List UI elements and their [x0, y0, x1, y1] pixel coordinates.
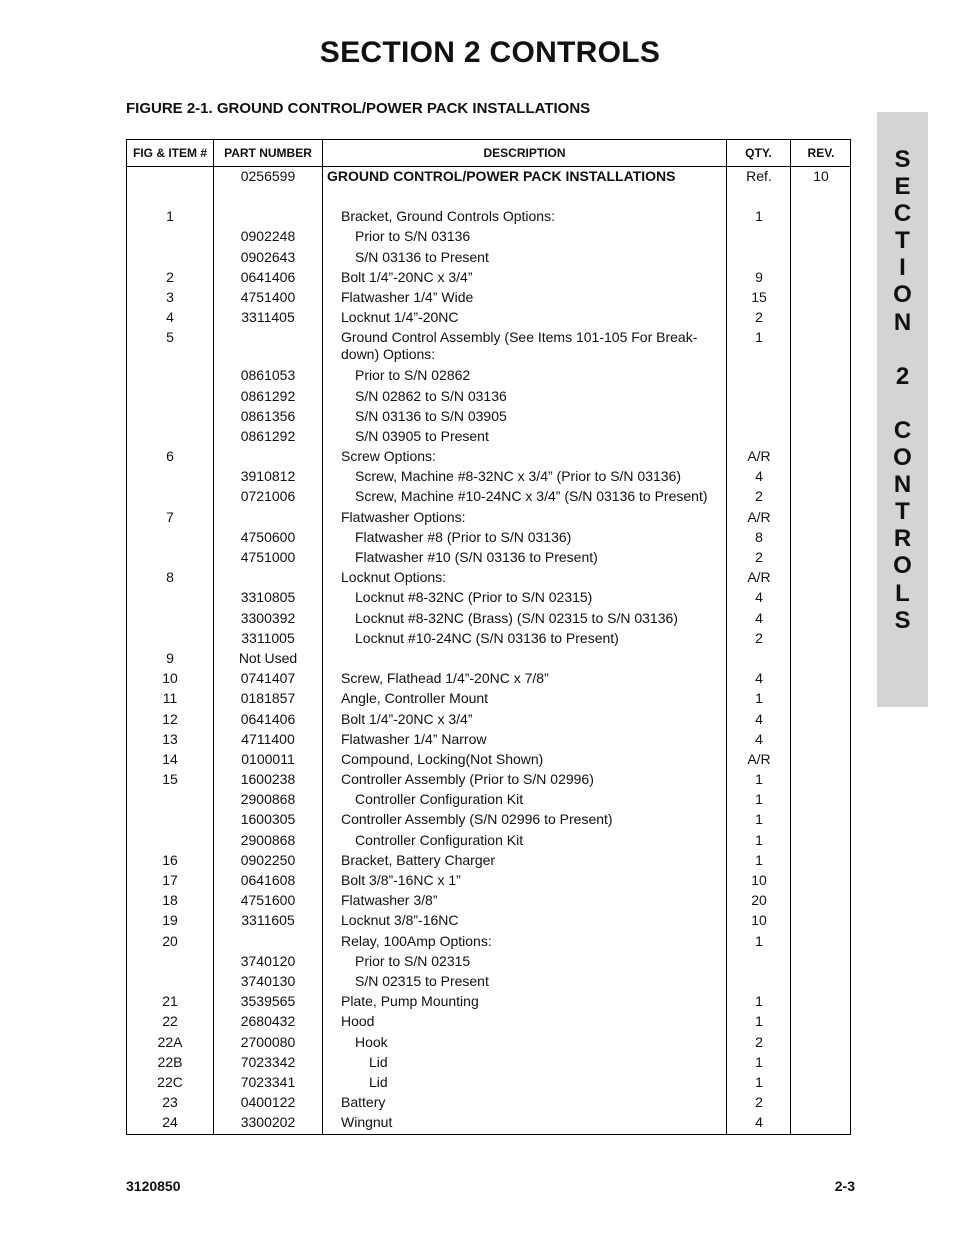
table-row [127, 327, 850, 365]
table-row [127, 951, 850, 971]
table-row [127, 931, 850, 951]
table-row [127, 426, 850, 446]
part-number-cell: 2680432 [240, 1013, 296, 1030]
table-row [127, 749, 850, 769]
qty-cell: 1 [755, 811, 763, 828]
column-header-description: DESCRIPTION [483, 146, 566, 160]
table-row [127, 287, 850, 307]
part-number-cell: 0641406 [240, 710, 296, 727]
part-number-cell: 3300392 [240, 609, 296, 626]
fig-item-cell: 6 [166, 448, 174, 465]
table-row [127, 910, 850, 930]
section-title: SECTION 2 CONTROLS [319, 36, 661, 69]
description-cell: Controller Configuration Kit [355, 831, 524, 848]
part-number-cell: Not Used [238, 649, 298, 666]
description-cell: Prior to S/N 02862 [355, 367, 471, 384]
description-cell: Flatwasher Options: [341, 508, 466, 525]
fig-item-cell: 10 [162, 670, 178, 687]
fig-item-cell: 14 [162, 750, 178, 767]
qty-cell: 2 [755, 488, 763, 505]
qty-cell: 2 [755, 309, 763, 326]
table-row [127, 608, 850, 628]
table-row [127, 729, 850, 749]
fig-item-cell: 8 [166, 569, 174, 586]
part-number-cell: 4751400 [240, 288, 296, 305]
qty-cell: 20 [751, 892, 767, 909]
column-header-part-number: PART NUMBER [224, 146, 312, 160]
description-cell: Bolt 1/4”-20NC x 3/4” [341, 268, 473, 285]
fig-item-cell: 24 [162, 1114, 178, 1131]
description-cell: Prior to S/N 02315 [355, 952, 471, 969]
part-number-cell: 0902250 [240, 851, 296, 868]
table-row [127, 1112, 850, 1132]
qty-cell: 1 [755, 771, 763, 788]
rev-cell: 10 [813, 168, 829, 184]
description-cell: Controller Assembly (S/N 02996 to Present) [341, 811, 613, 828]
table-row [127, 527, 850, 547]
side-tab-letter: O [893, 552, 912, 580]
qty-cell: 9 [755, 268, 763, 285]
qty-cell: 1 [755, 993, 763, 1010]
side-tab-letter: O [893, 444, 912, 472]
description-cell: Bracket, Battery Charger [341, 851, 496, 868]
description-cell: Flatwasher #10 (S/N 03136 to Present) [355, 549, 598, 565]
description-cell: Flatwasher 1/4” Wide [341, 288, 474, 305]
part-number-cell: 0256599 [240, 168, 296, 184]
fig-item-cell: 1 [166, 208, 174, 225]
description-cell: Ground Control Assembly (See Items 101-105 For Break-down) Options: [341, 329, 698, 363]
side-tab-letter: C [893, 416, 912, 444]
column-header-qty: QTY. [745, 146, 772, 160]
side-tab-letter: S [894, 146, 911, 173]
part-number-cell: 3740130 [240, 972, 296, 989]
part-number-cell: 0902643 [240, 248, 296, 265]
qty-cell: 1 [755, 831, 763, 848]
description-cell: Controller Assembly (Prior to S/N 02996) [341, 771, 594, 788]
side-tab-letter: E [894, 173, 911, 201]
fig-item-cell: 18 [162, 892, 178, 909]
description-cell: Lid [369, 1073, 388, 1090]
table-row [127, 890, 850, 910]
table-row [127, 446, 850, 466]
description-cell: Hood [341, 1013, 375, 1030]
description-cell: S/N 02862 to S/N 03136 [355, 387, 507, 404]
table-row [127, 567, 850, 587]
fig-item-cell: 17 [162, 872, 178, 888]
table-row [127, 789, 850, 809]
description-cell: Locknut #8-32NC (Prior to S/N 02315) [355, 589, 593, 606]
description-cell: Flatwasher 3/8” [341, 892, 438, 909]
table-row [127, 587, 850, 607]
side-tab-letter: L [895, 579, 910, 607]
table-row [127, 486, 850, 506]
part-number-cell: 0861356 [240, 407, 296, 424]
table-row [127, 648, 850, 668]
part-number-cell: 0181857 [240, 690, 296, 707]
table-row [127, 688, 850, 708]
description-cell: Compound, Locking(Not Shown) [341, 750, 544, 767]
fig-item-cell: 2 [166, 268, 174, 285]
side-tab-letter: I [899, 254, 906, 282]
qty-cell: 1 [755, 1053, 763, 1070]
description-cell: Flatwasher #8 (Prior to S/N 03136) [355, 528, 572, 545]
fig-item-cell: 20 [162, 932, 178, 949]
description-cell: S/N 03136 to S/N 03905 [355, 407, 507, 424]
qty-cell: 1 [755, 208, 763, 225]
fig-item-cell: 16 [162, 851, 178, 868]
column-header-rev: REV. [807, 146, 835, 160]
part-number-cell: 3311005 [241, 629, 295, 646]
part-number-cell: 4751600 [240, 892, 296, 909]
qty-cell: 1 [755, 851, 763, 868]
fig-item-cell: 15 [162, 771, 178, 788]
table-row [127, 1072, 850, 1092]
figure-title: FIGURE 2-1. GROUND CONTROL/POWER PACK INSTALLATIONS [126, 100, 591, 117]
qty-cell: 4 [755, 730, 763, 747]
qty-cell: 1 [755, 1013, 763, 1030]
part-number-cell: 2900868 [240, 831, 296, 848]
description-cell: GROUND CONTROL/POWER PACK INSTALLATIONS [327, 168, 676, 184]
fig-item-cell: 3 [166, 288, 174, 305]
description-cell: Screw Options: [341, 448, 436, 465]
parts-table [126, 139, 851, 1135]
qty-cell: 4 [755, 670, 763, 687]
qty-cell: A/R [747, 448, 771, 465]
column-header-fig-item: FIG & ITEM # [132, 146, 207, 160]
part-number-cell: 3311405 [241, 309, 295, 326]
part-number-cell: 3910812 [240, 468, 296, 485]
side-tab-letter: 2 [895, 362, 910, 390]
table-row [127, 307, 850, 327]
qty-cell: Ref. [746, 168, 772, 184]
fig-item-cell: 21 [162, 993, 178, 1010]
description-cell: Hook [355, 1033, 388, 1050]
fig-item-cell: 19 [162, 912, 178, 929]
fig-item-cell: 12 [162, 710, 178, 727]
part-number-cell: 0861053 [240, 367, 296, 384]
qty-cell: 4 [755, 609, 763, 626]
fig-item-cell: 5 [166, 329, 174, 346]
parts-table-body [127, 166, 850, 1132]
table-row [127, 507, 850, 527]
description-cell: Screw, Machine #8-32NC x 3/4” (Prior to S/N 03136) [355, 468, 682, 485]
side-tab-letter [877, 336, 928, 363]
table-row [127, 668, 850, 688]
qty-cell: 1 [755, 329, 763, 346]
part-number-cell: 0641406 [240, 268, 296, 285]
part-number-cell: 7023341 [240, 1073, 296, 1090]
side-tab-letter: R [893, 525, 912, 553]
qty-cell: 2 [755, 1094, 763, 1111]
qty-cell: 1 [755, 791, 763, 808]
fig-item-cell: 13 [162, 730, 178, 747]
description-cell: S/N 03905 to Present [355, 427, 489, 444]
table-row [127, 186, 850, 206]
table-row [127, 628, 850, 648]
part-number-cell: 0100011 [241, 750, 295, 767]
table-row [127, 769, 850, 789]
table-row [127, 971, 850, 991]
description-cell: Locknut 1/4”-20NC [341, 309, 459, 326]
table-row [127, 226, 850, 246]
part-number-cell: 0861292 [240, 387, 296, 404]
table-row [127, 1052, 850, 1072]
part-number-cell: 3740120 [240, 952, 296, 969]
description-cell: Screw, Flathead 1/4”-20NC x 7/8” [341, 670, 549, 687]
description-cell: S/N 03136 to Present [355, 248, 489, 265]
table-row [127, 247, 850, 267]
table-row [127, 166, 850, 186]
part-number-cell: 0902248 [240, 228, 296, 245]
fig-item-cell: 11 [162, 690, 178, 707]
table-row [127, 206, 850, 226]
part-number-cell: 3311605 [241, 912, 295, 929]
description-cell: Locknut 3/8”-16NC [341, 912, 459, 929]
part-number-cell: 0721006 [240, 488, 296, 505]
qty-cell: 1 [755, 1073, 763, 1090]
table-row [127, 406, 850, 426]
description-cell: Bolt 3/8”-16NC x 1” [341, 872, 461, 888]
part-number-cell: 0861292 [240, 427, 296, 444]
part-number-cell: 1600238 [240, 771, 296, 788]
table-row [127, 1032, 850, 1052]
table-row [127, 870, 850, 890]
table-row [127, 809, 850, 829]
part-number-cell: 0741407 [240, 670, 296, 687]
description-cell: Lid [369, 1053, 388, 1070]
table-row [127, 850, 850, 870]
side-tab-letter: C [893, 200, 912, 228]
fig-item-cell: 22A [157, 1033, 183, 1050]
side-tab-letter: S [894, 606, 911, 634]
qty-cell: 2 [755, 549, 763, 565]
table-row [127, 547, 850, 567]
page-number: 2-3 [834, 1178, 855, 1194]
side-tab-letter: N [893, 471, 912, 499]
table-row [127, 466, 850, 486]
side-tab-letter: O [893, 281, 912, 309]
description-cell: Screw, Machine #10-24NC x 3/4” (S/N 03136 to Present) [355, 488, 708, 505]
part-number-cell: 4750600 [240, 528, 296, 545]
qty-cell: 4 [755, 710, 763, 727]
part-number-cell: 3300202 [240, 1114, 296, 1131]
part-number-cell: 0400122 [240, 1094, 296, 1111]
description-cell: Locknut #10-24NC (S/N 03136 to Present) [355, 629, 619, 646]
description-cell: Locknut Options: [341, 569, 447, 586]
qty-cell: 8 [755, 528, 763, 545]
fig-item-cell: 22C [157, 1073, 183, 1090]
qty-cell: 4 [755, 589, 763, 606]
side-tab-letter [877, 390, 928, 417]
qty-cell: 10 [751, 912, 767, 929]
description-cell: Relay, 100Amp Options: [341, 932, 492, 949]
description-cell: Angle, Controller Mount [341, 690, 489, 707]
description-cell: S/N 02315 to Present [355, 972, 489, 989]
fig-item-cell: 9 [166, 649, 174, 666]
part-number-cell: 4751000 [240, 549, 296, 565]
qty-cell: A/R [747, 750, 771, 767]
description-cell: Bolt 1/4”-20NC x 3/4” [341, 710, 473, 727]
qty-cell: 1 [755, 932, 763, 949]
table-row [127, 709, 850, 729]
description-cell: Flatwasher 1/4” Narrow [341, 730, 487, 747]
fig-item-cell: 23 [162, 1094, 178, 1111]
description-cell: Locknut #8-32NC (Brass) (S/N 02315 to S/N 03136) [355, 609, 678, 626]
table-row [127, 267, 850, 287]
description-cell: Prior to S/N 03136 [355, 228, 471, 245]
qty-cell: 2 [755, 1033, 763, 1050]
part-number-cell: 7023342 [240, 1053, 296, 1070]
description-cell: Controller Configuration Kit [355, 791, 524, 808]
fig-item-cell: 22 [162, 1013, 178, 1030]
qty-cell: 10 [751, 872, 767, 888]
table-row [127, 991, 850, 1011]
document-number: 3120850 [126, 1178, 181, 1194]
table-row [127, 1092, 850, 1112]
table-row [127, 830, 850, 850]
fig-item-cell: 22B [157, 1053, 183, 1070]
part-number-cell: 4711400 [241, 730, 295, 747]
qty-cell: 1 [755, 690, 763, 707]
side-tab-letter: N [893, 308, 912, 336]
part-number-cell: 3539565 [240, 993, 296, 1010]
fig-item-cell: 4 [166, 309, 174, 326]
side-tab-letter: T [895, 498, 910, 526]
table-row [127, 386, 850, 406]
qty-cell: A/R [747, 569, 771, 586]
qty-cell: 2 [755, 629, 763, 646]
part-number-cell: 2900868 [240, 791, 296, 808]
description-cell: Battery [341, 1094, 386, 1111]
part-number-cell: 2700080 [240, 1033, 296, 1050]
side-tab-letter: T [895, 227, 910, 255]
qty-cell: 15 [751, 288, 767, 305]
description-cell: Bracket, Ground Controls Options: [341, 208, 555, 225]
description-cell: Wingnut [341, 1114, 393, 1131]
table-row [127, 365, 850, 385]
qty-cell: 4 [755, 1114, 763, 1131]
section-side-tab [877, 112, 928, 707]
side-tab-letters [877, 146, 928, 634]
part-number-cell: 0641608 [240, 872, 296, 888]
fig-item-cell: 7 [166, 508, 174, 525]
table-row [127, 1011, 850, 1031]
part-number-cell: 3310805 [240, 589, 296, 606]
description-cell: Plate, Pump Mounting [341, 993, 479, 1010]
qty-cell: 4 [755, 468, 763, 485]
part-number-cell: 1600305 [240, 811, 296, 828]
qty-cell: A/R [747, 508, 771, 525]
